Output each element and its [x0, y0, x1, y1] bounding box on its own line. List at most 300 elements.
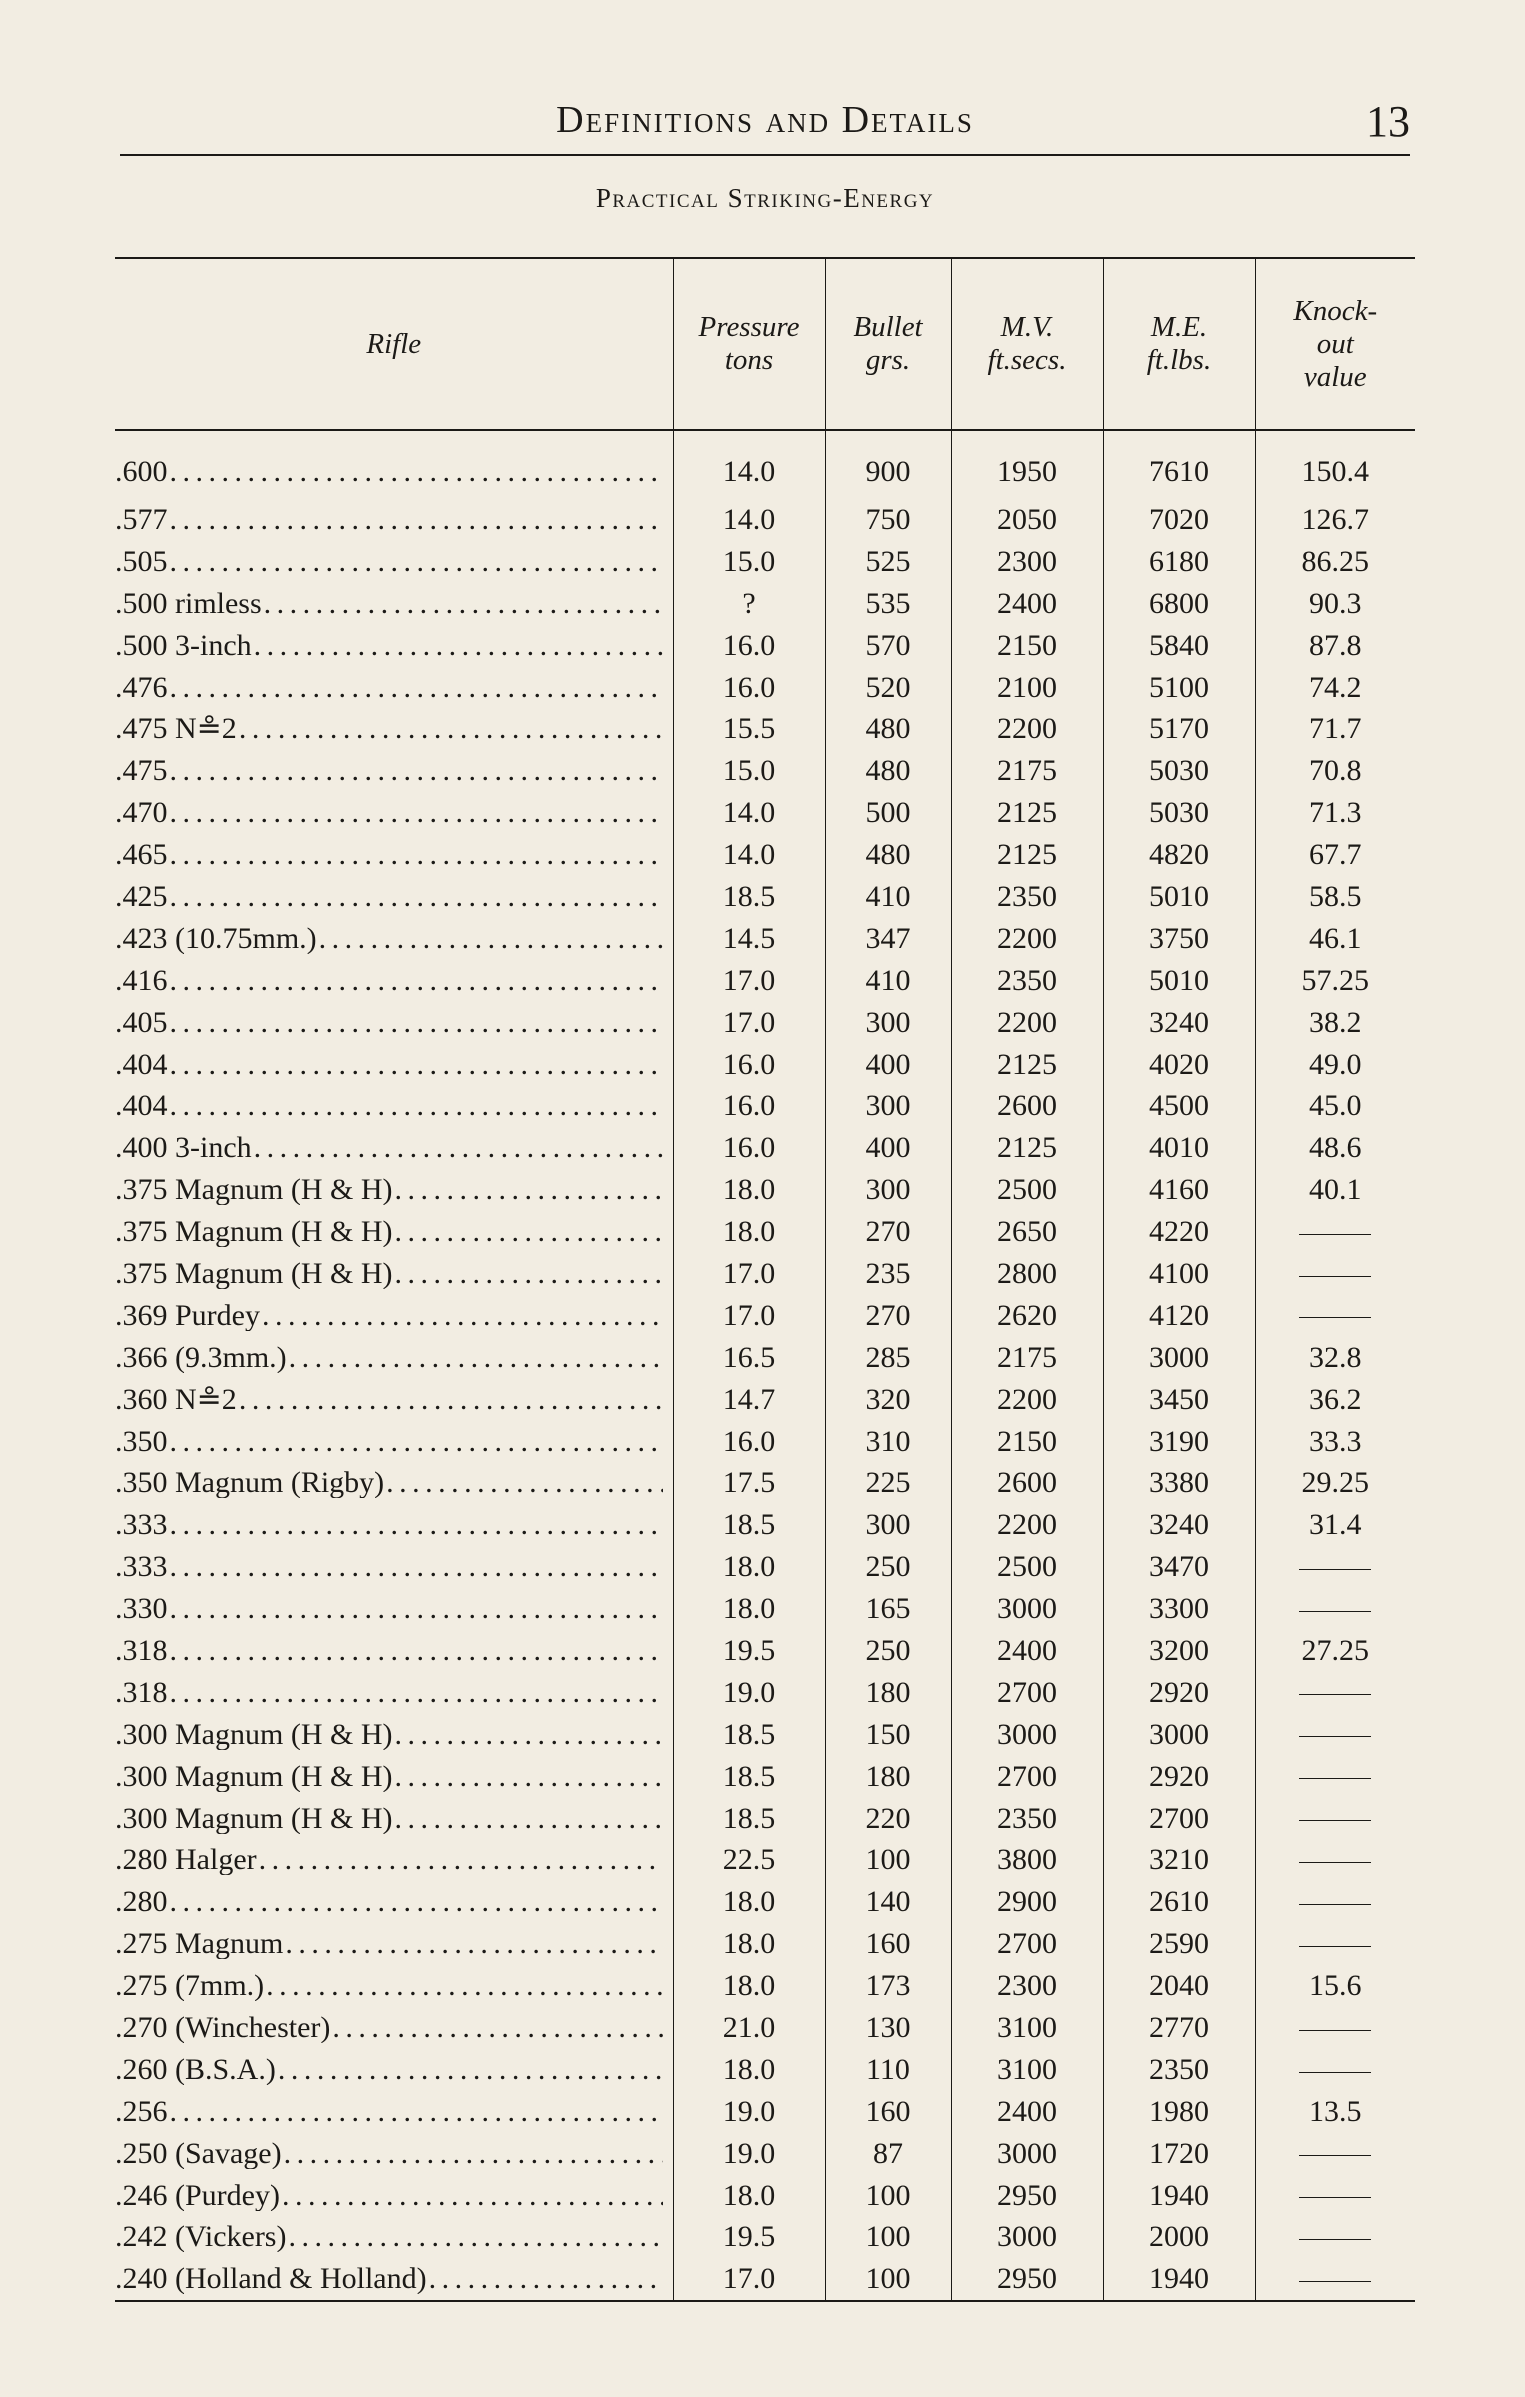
header-rule [120, 154, 1410, 156]
cell-ko: 46.1 [1255, 918, 1415, 960]
cell-me: 5840 [1103, 625, 1255, 667]
cell-pressure: 14.5 [673, 918, 825, 960]
cell-mv: 2500 [951, 1169, 1103, 1211]
cell-ko [1255, 2049, 1415, 2091]
cell-ko [1255, 2133, 1415, 2175]
cell-bullet: 410 [825, 960, 951, 1002]
table-row [115, 2049, 1415, 2091]
cell-rifle: .600 . . . [115, 430, 673, 499]
cell-rifle: .318 . . . [115, 1630, 673, 1672]
cell-rifle: .300 Magnum (H & H) . . . [115, 1798, 673, 1840]
cell-mv: 2200 [951, 1504, 1103, 1546]
cell-rifle: .375 Magnum (H & H) . . . [115, 1211, 673, 1253]
empty-dash [1299, 1862, 1371, 1863]
table-row [115, 1756, 1415, 1798]
cell-rifle: .330 . . . [115, 1588, 673, 1630]
cell-pressure: 14.7 [673, 1379, 825, 1421]
cell-rifle: .369 Purdey . . . [115, 1295, 673, 1337]
cell-me: 4160 [1103, 1169, 1255, 1211]
table-row [115, 1211, 1415, 1253]
cell-rifle: .240 (Holland & Holland) . . . [115, 2258, 673, 2301]
cell-pressure: 18.0 [673, 1546, 825, 1588]
table-row [115, 1379, 1415, 1421]
table-row [115, 1798, 1415, 1840]
table-row [115, 2091, 1415, 2133]
cell-bullet: 400 [825, 1044, 951, 1086]
cell-ko [1255, 2217, 1415, 2259]
cell-mv: 2175 [951, 1337, 1103, 1379]
running-head [120, 92, 1410, 152]
cell-rifle: .318 . . . [115, 1672, 673, 1714]
cell-pressure: 21.0 [673, 2007, 825, 2049]
empty-dash [1299, 1694, 1371, 1695]
cell-mv: 2700 [951, 1672, 1103, 1714]
cell-me: 3190 [1103, 1421, 1255, 1463]
empty-dash [1299, 2281, 1371, 2282]
cell-ko: 40.1 [1255, 1169, 1415, 1211]
cell-mv: 3100 [951, 2007, 1103, 2049]
table-row [115, 960, 1415, 1002]
cell-me: 5010 [1103, 960, 1255, 1002]
cell-pressure: 17.0 [673, 1002, 825, 1044]
cell-mv: 2500 [951, 1546, 1103, 1588]
cell-bullet: 100 [825, 2258, 951, 2301]
cell-me: 3750 [1103, 918, 1255, 960]
cell-me: 3470 [1103, 1546, 1255, 1588]
cell-mv: 2300 [951, 541, 1103, 583]
cell-me: 1980 [1103, 2091, 1255, 2133]
empty-dash [1299, 2197, 1371, 2198]
cell-mv: 1950 [951, 430, 1103, 499]
cell-pressure: 14.0 [673, 834, 825, 876]
empty-dash [1299, 1736, 1371, 1737]
cell-pressure: 16.0 [673, 625, 825, 667]
cell-mv: 2100 [951, 667, 1103, 709]
cell-bullet: 310 [825, 1421, 951, 1463]
empty-dash [1299, 2030, 1371, 2031]
table-row [115, 2175, 1415, 2217]
table-row [115, 1588, 1415, 1630]
cell-bullet: 220 [825, 1798, 951, 1840]
cell-me: 4120 [1103, 1295, 1255, 1337]
table-row [115, 1295, 1415, 1337]
cell-mv: 2200 [951, 1379, 1103, 1421]
cell-mv: 2600 [951, 1085, 1103, 1127]
cell-pressure: 18.0 [673, 1169, 825, 1211]
cell-mv: 2125 [951, 1127, 1103, 1169]
cell-pressure: 17.0 [673, 960, 825, 1002]
cell-pressure: 17.0 [673, 1253, 825, 1295]
cell-bullet: 520 [825, 667, 951, 709]
empty-dash [1299, 1904, 1371, 1905]
cell-pressure: 16.0 [673, 1085, 825, 1127]
cell-me: 3210 [1103, 1840, 1255, 1882]
cell-bullet: 140 [825, 1881, 951, 1923]
cell-ko: 38.2 [1255, 1002, 1415, 1044]
cell-ko: 31.4 [1255, 1504, 1415, 1546]
cell-pressure: 19.5 [673, 2217, 825, 2259]
cell-bullet: 110 [825, 2049, 951, 2091]
cell-mv: 3000 [951, 1714, 1103, 1756]
cell-pressure: 18.5 [673, 1504, 825, 1546]
cell-rifle: .470 . . . [115, 792, 673, 834]
cell-me: 4500 [1103, 1085, 1255, 1127]
cell-bullet: 173 [825, 1965, 951, 2007]
table-row [115, 708, 1415, 750]
cell-ko: 71.3 [1255, 792, 1415, 834]
cell-bullet: 250 [825, 1546, 951, 1588]
cell-me: 3000 [1103, 1337, 1255, 1379]
cell-mv: 2400 [951, 2091, 1103, 2133]
cell-rifle: .404 . . . [115, 1085, 673, 1127]
cell-ko: 33.3 [1255, 1421, 1415, 1463]
table-row [115, 2133, 1415, 2175]
cell-pressure: 18.5 [673, 1756, 825, 1798]
cell-mv: 2800 [951, 1253, 1103, 1295]
cell-ko: 90.3 [1255, 583, 1415, 625]
cell-mv: 2125 [951, 1044, 1103, 1086]
cell-mv: 2600 [951, 1462, 1103, 1504]
cell-ko: 15.6 [1255, 1965, 1415, 2007]
cell-ko: 29.25 [1255, 1462, 1415, 1504]
cell-pressure: 19.0 [673, 2091, 825, 2133]
cell-me: 4020 [1103, 1044, 1255, 1086]
cell-me: 5100 [1103, 667, 1255, 709]
cell-me: 3380 [1103, 1462, 1255, 1504]
cell-rifle: .400 3-inch . . . [115, 1127, 673, 1169]
cell-ko [1255, 2258, 1415, 2301]
cell-rifle: .333 . . . [115, 1546, 673, 1588]
cell-rifle: .476 . . . [115, 667, 673, 709]
cell-bullet: 250 [825, 1630, 951, 1672]
cell-mv: 2950 [951, 2258, 1103, 2301]
cell-mv: 2125 [951, 792, 1103, 834]
cell-me: 4100 [1103, 1253, 1255, 1295]
cell-ko: 86.25 [1255, 541, 1415, 583]
cell-bullet: 320 [825, 1379, 951, 1421]
cell-rifle: .465 . . . [115, 834, 673, 876]
empty-dash [1299, 1569, 1371, 1570]
cell-mv: 2350 [951, 1798, 1103, 1840]
cell-pressure: 15.0 [673, 541, 825, 583]
cell-bullet: 900 [825, 430, 951, 499]
empty-dash [1299, 1820, 1371, 1821]
cell-mv: 2900 [951, 1881, 1103, 1923]
table-row [115, 1127, 1415, 1169]
cell-pressure: 15.0 [673, 750, 825, 792]
empty-dash [1299, 1234, 1371, 1235]
cell-me: 5010 [1103, 876, 1255, 918]
cell-pressure: 22.5 [673, 1840, 825, 1882]
cell-rifle: .275 (7mm.) . . . [115, 1965, 673, 2007]
cell-bullet: 480 [825, 708, 951, 750]
cell-bullet: 480 [825, 750, 951, 792]
cell-me: 4010 [1103, 1127, 1255, 1169]
cell-me: 7610 [1103, 430, 1255, 499]
cell-rifle: .425 . . . [115, 876, 673, 918]
column-header-pressure: Pressure tons [673, 258, 825, 430]
table-row [115, 1840, 1415, 1882]
cell-ko [1255, 1756, 1415, 1798]
empty-dash [1299, 1317, 1371, 1318]
cell-me: 2610 [1103, 1881, 1255, 1923]
table-row [115, 625, 1415, 667]
table-header-row [115, 258, 1415, 430]
table-row [115, 1462, 1415, 1504]
cell-rifle: .275 Magnum . . . [115, 1923, 673, 1965]
cell-pressure: 16.0 [673, 1044, 825, 1086]
table-row [115, 1881, 1415, 1923]
cell-ko: 36.2 [1255, 1379, 1415, 1421]
cell-ko [1255, 1923, 1415, 1965]
cell-rifle: .500 3-inch . . . [115, 625, 673, 667]
cell-ko: 49.0 [1255, 1044, 1415, 1086]
table-row [115, 1253, 1415, 1295]
cell-bullet: 410 [825, 876, 951, 918]
cell-me: 2000 [1103, 2217, 1255, 2259]
table-row [115, 541, 1415, 583]
cell-bullet: 300 [825, 1504, 951, 1546]
cell-ko [1255, 1253, 1415, 1295]
cell-me: 4820 [1103, 834, 1255, 876]
cell-bullet: 180 [825, 1672, 951, 1714]
cell-me: 3240 [1103, 1002, 1255, 1044]
cell-ko: 87.8 [1255, 625, 1415, 667]
cell-mv: 2350 [951, 876, 1103, 918]
cell-mv: 3800 [951, 1840, 1103, 1882]
striking-energy-table [115, 257, 1415, 2302]
cell-ko: 150.4 [1255, 430, 1415, 499]
cell-rifle: .246 (Purdey) . . . [115, 2175, 673, 2217]
cell-rifle: .350 Magnum (Rigby) . . . [115, 1462, 673, 1504]
cell-rifle: .333 . . . [115, 1504, 673, 1546]
cell-mv: 2125 [951, 834, 1103, 876]
cell-mv: 2350 [951, 960, 1103, 1002]
table-row [115, 1002, 1415, 1044]
cell-rifle: .500 rimless . . . [115, 583, 673, 625]
page-title: Definitions and Details [556, 99, 974, 141]
table-row [115, 1421, 1415, 1463]
cell-rifle: .242 (Vickers) . . . [115, 2217, 673, 2259]
cell-ko [1255, 1295, 1415, 1337]
cell-me: 5030 [1103, 750, 1255, 792]
table-row [115, 1169, 1415, 1211]
cell-mv: 2950 [951, 2175, 1103, 2217]
cell-bullet: 235 [825, 1253, 951, 1295]
cell-pressure: 19.5 [673, 1630, 825, 1672]
cell-mv: 2200 [951, 1002, 1103, 1044]
cell-me: 2700 [1103, 1798, 1255, 1840]
cell-me: 7020 [1103, 499, 1255, 541]
column-header-mv: M.V. ft.secs. [951, 258, 1103, 430]
cell-mv: 2200 [951, 708, 1103, 750]
table-body [115, 430, 1415, 2301]
cell-me: 1720 [1103, 2133, 1255, 2175]
cell-rifle: .360 N≗2 . . . [115, 1379, 673, 1421]
cell-pressure: 16.0 [673, 1127, 825, 1169]
cell-ko: 57.25 [1255, 960, 1415, 1002]
cell-me: 1940 [1103, 2258, 1255, 2301]
cell-bullet: 150 [825, 1714, 951, 1756]
empty-dash [1299, 2155, 1371, 2156]
cell-pressure: 18.0 [673, 1881, 825, 1923]
cell-bullet: 500 [825, 792, 951, 834]
cell-rifle: .300 Magnum (H & H) . . . [115, 1756, 673, 1798]
table-row [115, 1714, 1415, 1756]
cell-bullet: 300 [825, 1085, 951, 1127]
cell-me: 3300 [1103, 1588, 1255, 1630]
cell-me: 3240 [1103, 1504, 1255, 1546]
cell-bullet: 525 [825, 541, 951, 583]
empty-dash [1299, 1778, 1371, 1779]
cell-bullet: 480 [825, 834, 951, 876]
table-row [115, 1965, 1415, 2007]
cell-bullet: 130 [825, 2007, 951, 2049]
cell-ko: 67.7 [1255, 834, 1415, 876]
cell-ko [1255, 1546, 1415, 1588]
cell-mv: 2300 [951, 1965, 1103, 2007]
cell-mv: 2700 [951, 1923, 1103, 1965]
cell-pressure: 18.5 [673, 876, 825, 918]
cell-mv: 2175 [951, 750, 1103, 792]
cell-pressure: ? [673, 583, 825, 625]
cell-me: 5170 [1103, 708, 1255, 750]
cell-ko [1255, 1588, 1415, 1630]
empty-dash [1299, 1611, 1371, 1612]
cell-me: 2040 [1103, 1965, 1255, 2007]
cell-bullet: 100 [825, 1840, 951, 1882]
cell-pressure: 18.0 [673, 1965, 825, 2007]
cell-pressure: 17.0 [673, 1295, 825, 1337]
cell-bullet: 225 [825, 1462, 951, 1504]
cell-rifle: .366 (9.3mm.) . . . [115, 1337, 673, 1379]
cell-ko [1255, 1840, 1415, 1882]
cell-me: 2770 [1103, 2007, 1255, 2049]
cell-mv: 2050 [951, 499, 1103, 541]
cell-rifle: .280 Halger . . . [115, 1840, 673, 1882]
cell-mv: 2200 [951, 918, 1103, 960]
cell-me: 3450 [1103, 1379, 1255, 1421]
table-row [115, 792, 1415, 834]
cell-me: 6180 [1103, 541, 1255, 583]
cell-rifle: .577 . . . [115, 499, 673, 541]
cell-me: 4220 [1103, 1211, 1255, 1253]
cell-ko: 32.8 [1255, 1337, 1415, 1379]
empty-dash [1299, 1276, 1371, 1277]
table-row [115, 918, 1415, 960]
cell-bullet: 300 [825, 1169, 951, 1211]
cell-rifle: .350 . . . [115, 1421, 673, 1463]
cell-rifle: .404 . . . [115, 1044, 673, 1086]
table-row [115, 876, 1415, 918]
cell-pressure: 14.0 [673, 499, 825, 541]
cell-ko: 13.5 [1255, 2091, 1415, 2133]
cell-bullet: 160 [825, 1923, 951, 1965]
cell-bullet: 535 [825, 583, 951, 625]
cell-bullet: 750 [825, 499, 951, 541]
cell-rifle: .475 N≗2 . . . [115, 708, 673, 750]
cell-rifle: .270 (Winchester) . . . [115, 2007, 673, 2049]
table-row [115, 2007, 1415, 2049]
cell-mv: 3000 [951, 1588, 1103, 1630]
cell-pressure: 18.0 [673, 2175, 825, 2217]
cell-me: 2920 [1103, 1756, 1255, 1798]
cell-ko [1255, 1714, 1415, 1756]
cell-mv: 2150 [951, 1421, 1103, 1463]
table-row [115, 667, 1415, 709]
table-row [115, 1085, 1415, 1127]
cell-rifle: .475 . . . [115, 750, 673, 792]
cell-rifle: .280 . . . [115, 1881, 673, 1923]
cell-pressure: 19.0 [673, 1672, 825, 1714]
page-number: 13 [1366, 97, 1410, 146]
cell-bullet: 300 [825, 1002, 951, 1044]
cell-ko: 27.25 [1255, 1630, 1415, 1672]
cell-rifle: .423 (10.75mm.) . . . [115, 918, 673, 960]
cell-rifle: .256 . . . [115, 2091, 673, 2133]
cell-pressure: 18.5 [673, 1714, 825, 1756]
table-row [115, 430, 1415, 499]
cell-mv: 2700 [951, 1756, 1103, 1798]
cell-ko [1255, 2007, 1415, 2049]
cell-mv: 2400 [951, 583, 1103, 625]
cell-rifle: .260 (B.S.A.) . . . [115, 2049, 673, 2091]
cell-ko [1255, 2175, 1415, 2217]
cell-pressure: 17.5 [673, 1462, 825, 1504]
table-row [115, 2217, 1415, 2259]
cell-pressure: 14.0 [673, 792, 825, 834]
table-row [115, 2258, 1415, 2301]
cell-ko [1255, 1672, 1415, 1714]
cell-ko: 70.8 [1255, 750, 1415, 792]
cell-rifle: .505 . . . [115, 541, 673, 583]
cell-pressure: 16.0 [673, 1421, 825, 1463]
cell-ko: 74.2 [1255, 667, 1415, 709]
column-header-rifle: Rifle [115, 258, 673, 430]
table-row [115, 583, 1415, 625]
cell-mv: 3100 [951, 2049, 1103, 2091]
cell-pressure: 15.5 [673, 708, 825, 750]
cell-bullet: 570 [825, 625, 951, 667]
cell-ko [1255, 1211, 1415, 1253]
cell-mv: 3000 [951, 2133, 1103, 2175]
cell-pressure: 18.0 [673, 1588, 825, 1630]
table-row [115, 834, 1415, 876]
table-row [115, 1672, 1415, 1714]
cell-rifle: .300 Magnum (H & H) . . . [115, 1714, 673, 1756]
table-row [115, 750, 1415, 792]
cell-ko: 71.7 [1255, 708, 1415, 750]
cell-bullet: 87 [825, 2133, 951, 2175]
cell-pressure: 18.0 [673, 1211, 825, 1253]
cell-ko [1255, 1798, 1415, 1840]
table-row [115, 1546, 1415, 1588]
cell-rifle: .416 . . . [115, 960, 673, 1002]
cell-pressure: 18.5 [673, 1798, 825, 1840]
cell-me: 2590 [1103, 1923, 1255, 1965]
cell-bullet: 180 [825, 1756, 951, 1798]
cell-mv: 2650 [951, 1211, 1103, 1253]
cell-me: 2350 [1103, 2049, 1255, 2091]
cell-pressure: 19.0 [673, 2133, 825, 2175]
cell-bullet: 160 [825, 2091, 951, 2133]
cell-ko: 45.0 [1255, 1085, 1415, 1127]
cell-me: 1940 [1103, 2175, 1255, 2217]
cell-rifle: .250 (Savage) . . . [115, 2133, 673, 2175]
cell-pressure: 18.0 [673, 1923, 825, 1965]
cell-pressure: 17.0 [673, 2258, 825, 2301]
cell-bullet: 285 [825, 1337, 951, 1379]
